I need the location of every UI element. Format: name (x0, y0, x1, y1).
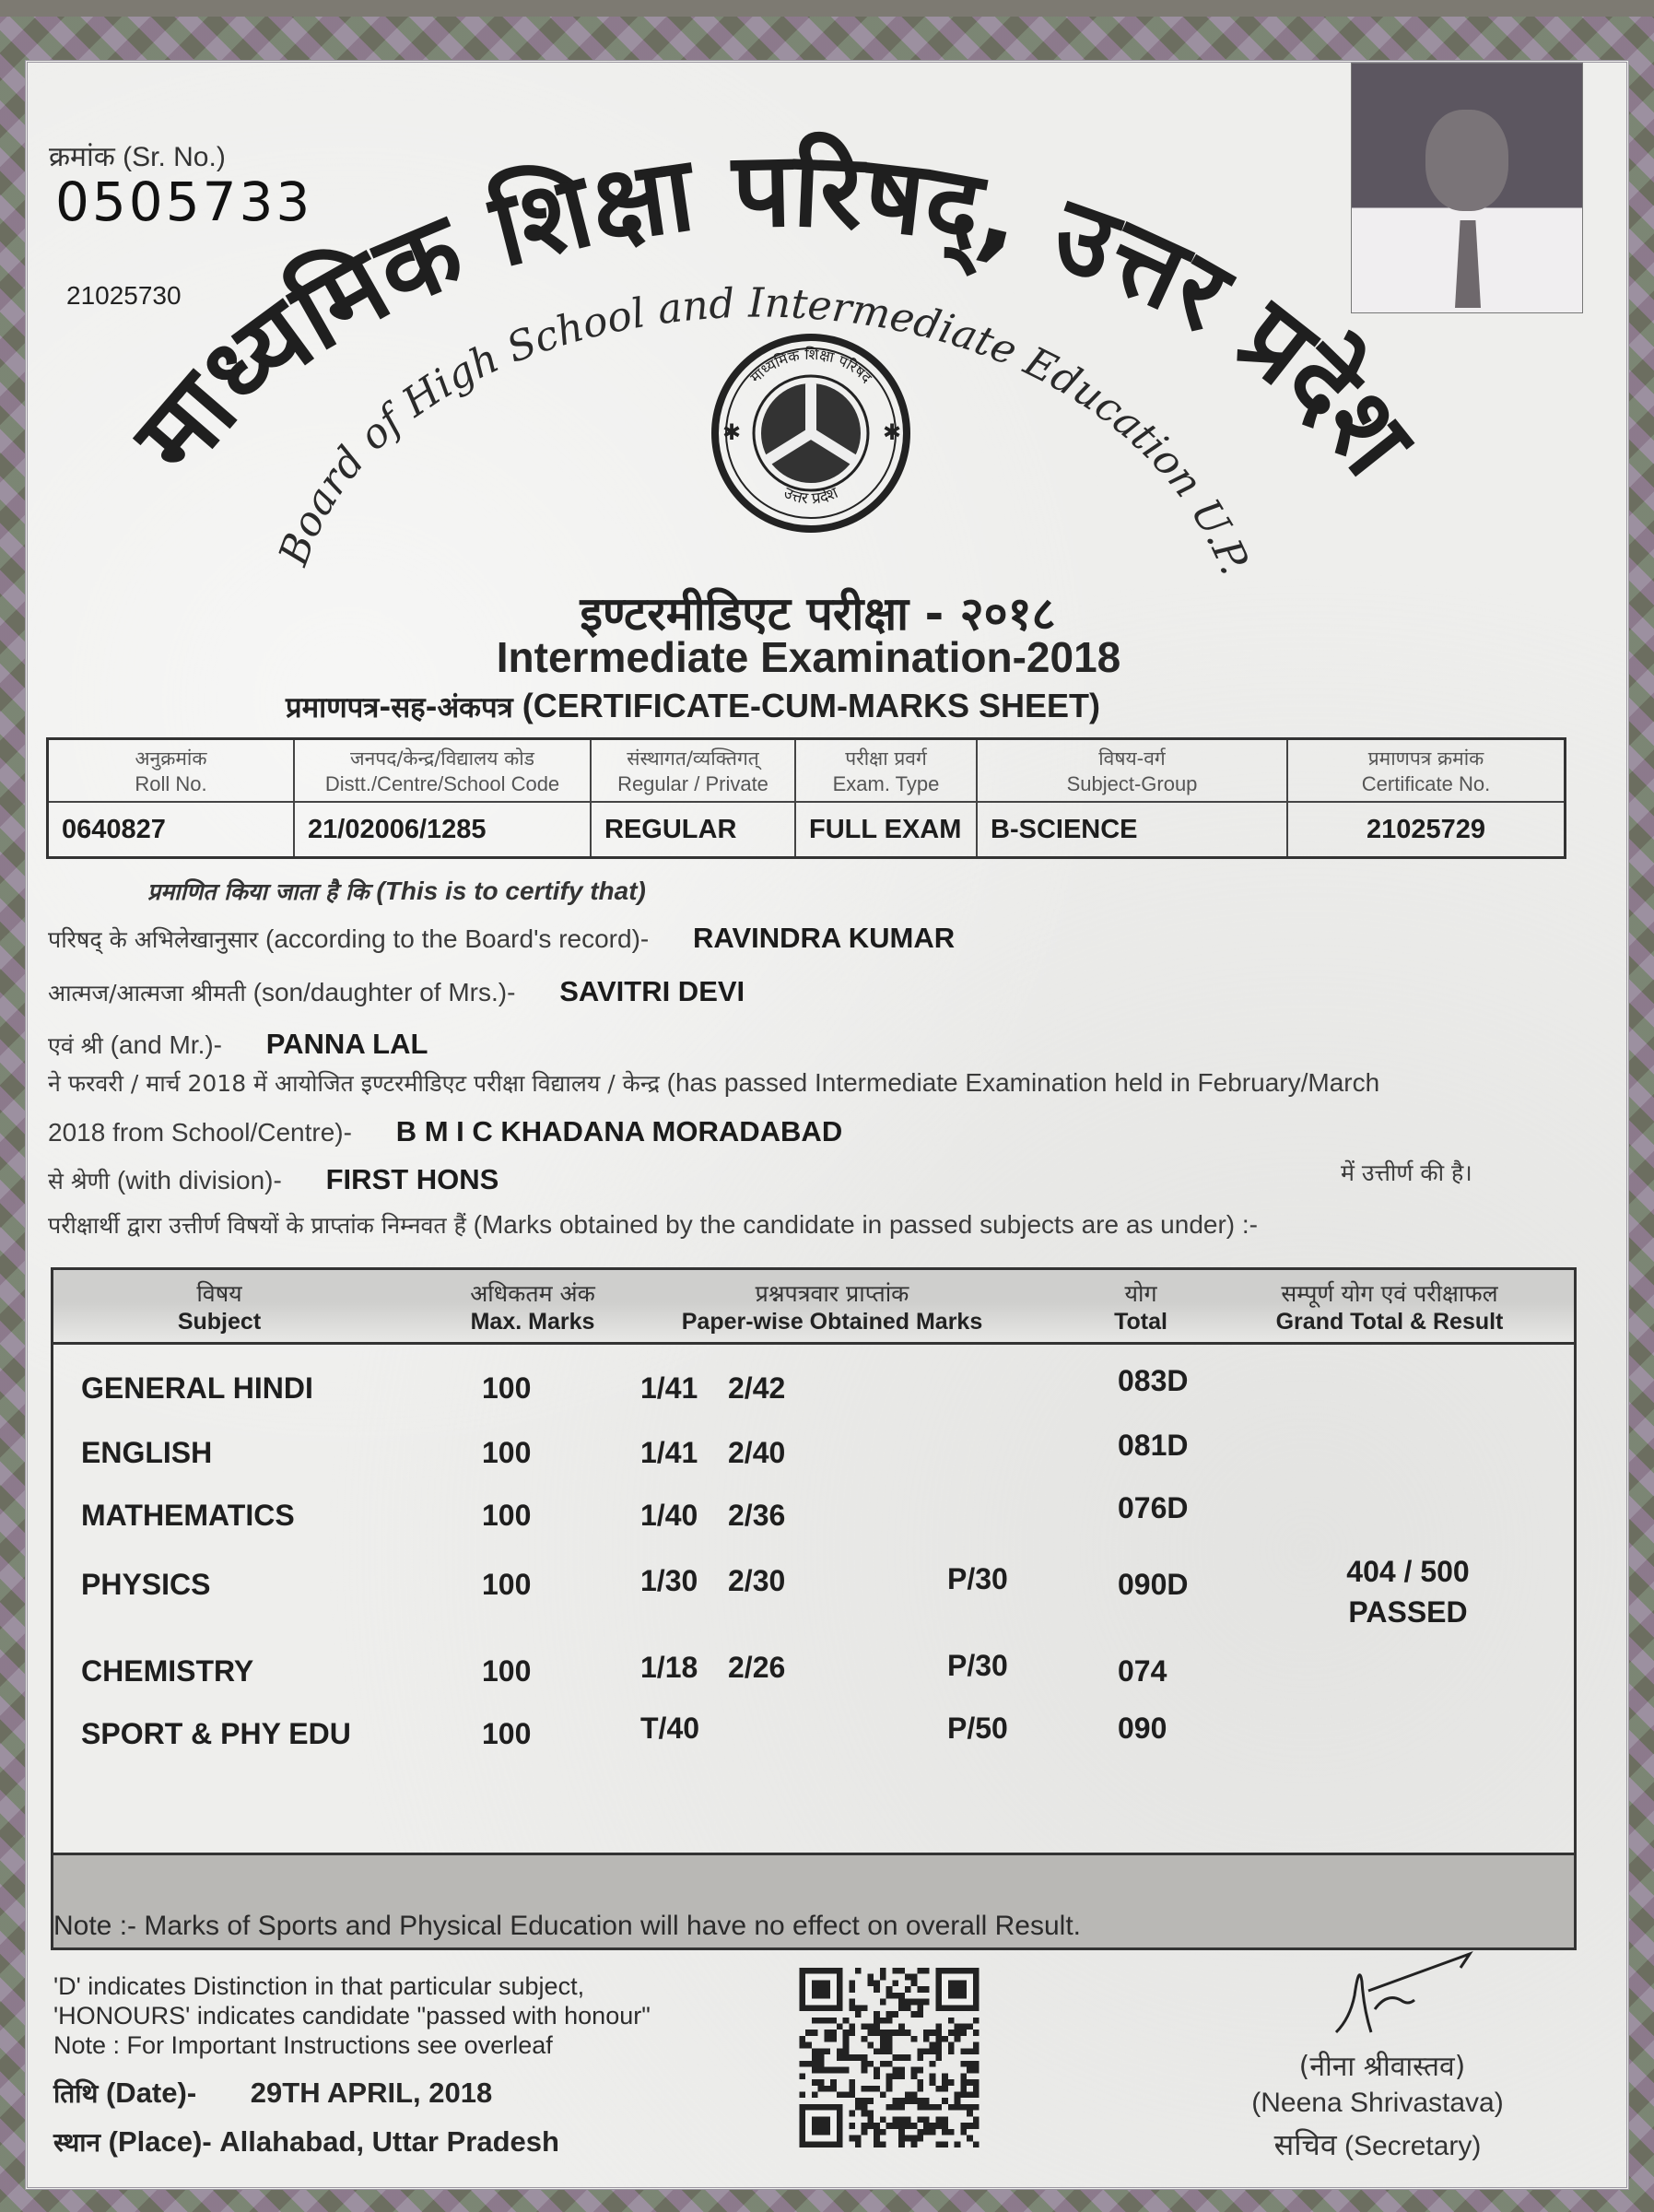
seal-bottom-text: उत्तर प्रदेश (780, 483, 841, 509)
paper-2-marks: 2/42 (728, 1371, 786, 1405)
paper-1-marks: 1/41 (640, 1436, 698, 1469)
sports-note: Note :- Marks of Sports and Physical Education will have no effect on overall Result. (53, 1911, 1081, 1941)
signature-icon (1318, 1945, 1484, 2046)
paper-1-marks: 1/41 (640, 1371, 698, 1405)
paper-2-marks: 2/40 (728, 1436, 786, 1469)
issue-place: Allahabad, Uttar Pradesh (219, 2125, 559, 2158)
paper-1-marks: T/40 (640, 1712, 700, 1745)
board-name-hindi: माध्यमिक शिक्षा परिषद्, उत्तर प्रदेश (111, 129, 1437, 498)
certify-line: प्रमाणित किया जाता है कि (This is to certify that) (147, 877, 646, 905)
candidate-name: RAVINDRA KUMAR (693, 922, 956, 954)
signatory-name-english: (Neena Shrivastava) (1251, 2088, 1504, 2118)
subject-total: 074 (1118, 1654, 1167, 1688)
marks-table (51, 1267, 1577, 1950)
practical-marks: P/50 (947, 1712, 1008, 1745)
seal-top-text: माध्यमिक शिक्षा परिषद (746, 345, 875, 387)
issue-date: 29TH APRIL, 2018 (250, 2077, 493, 2109)
marks-row (53, 1491, 1574, 1554)
subject-group: B-SCIENCE (977, 802, 1287, 858)
school-line: 2018 from School/Centre)- B M I C KHADANA MORADABAD (48, 1115, 843, 1147)
mother-name: SAVITRI DEVI (559, 975, 745, 1007)
legend-distinction: 'D' indicates Distinction in that particular subject, (53, 1972, 585, 2000)
info-header-row (48, 739, 1566, 803)
subject-total: 081D (1118, 1429, 1189, 1462)
info-header-subject-group: विषय-वर्ग Subject-Group (977, 739, 1287, 803)
marks-row (53, 1364, 1574, 1427)
legend-honours: 'HONOURS' indicates candidate "passed with honour" (53, 2002, 651, 2030)
header-total: योग Total (1114, 1280, 1167, 1335)
board-seal-icon (691, 323, 931, 544)
qr-code-icon (797, 1968, 981, 2147)
info-header-school-code: जनपद/केन्द्र/विद्यालय कोड Distt./Centre/School Code (294, 739, 591, 803)
date-line: तिथि (Date)- 29TH APRIL, 2018 (53, 2077, 493, 2109)
candidate-info-table (46, 737, 1566, 859)
paper-2-marks: 2/36 (728, 1499, 786, 1532)
max-marks: 100 (482, 1654, 532, 1688)
practical-marks: P/30 (947, 1649, 1008, 1682)
school-code: 21/02006/1285 (294, 802, 591, 858)
max-marks: 100 (482, 1436, 532, 1469)
grand-total: 404 / 500 (1346, 1555, 1470, 1588)
mother-name-line: आत्मज/आत्मजा श्रीमती (son/daughter of Mrs.)- SAVITRI DEVI (48, 975, 745, 1007)
result-status: PASSED (1348, 1595, 1468, 1629)
passed-suffix: में उत्तीर्ण की है। (1341, 1159, 1472, 1186)
school-name: B M I C KHADANA MORADABAD (395, 1115, 843, 1147)
father-name-line: एवं श्री (and Mr.)- PANNA LAL (48, 1028, 428, 1060)
max-marks: 100 (482, 1568, 532, 1601)
max-marks: 100 (482, 1717, 532, 1750)
paper-2-marks: 2/30 (728, 1564, 786, 1597)
exam-title-english: Intermediate Examination-2018 (496, 633, 1121, 681)
candidate-name-line: परिषद् के अभिलेखानुसार (according to the Board's record)- RAVINDRA KUMAR (48, 922, 956, 954)
reference-number: 21025730 (66, 281, 182, 310)
paper-1-marks: 1/18 (640, 1651, 698, 1684)
paper-2-marks: 2/26 (728, 1651, 786, 1684)
practical-marks: P/30 (947, 1562, 1008, 1595)
marks-table-header (53, 1270, 1574, 1345)
division-line: से श्रेणी (with division)- FIRST HONS (48, 1163, 499, 1195)
paper-1-marks: 1/40 (640, 1499, 698, 1532)
header-max-marks: अधिकतम अंक Max. Marks (470, 1280, 595, 1335)
grand-total-result (1307, 1551, 1509, 1632)
signatory-role: सचिव (Secretary) (1273, 2127, 1482, 2162)
subject-total: 090D (1118, 1568, 1189, 1601)
subject-name: CHEMISTRY (81, 1654, 254, 1688)
place-line: स्थान (Place)- Allahabad, Uttar Pradesh (53, 2125, 559, 2158)
info-header-regular-private: संस्थागत/व्यक्तिगत् Regular / Private (591, 739, 795, 803)
exam-type: FULL EXAM (795, 802, 977, 858)
subject-name: PHYSICS (81, 1568, 211, 1601)
serial-number: 0505733 (55, 171, 313, 233)
document-type (286, 687, 1100, 726)
info-header-certificate-no: प्रमाणपत्र क्रमांक Certificate No. (1287, 739, 1566, 803)
father-name: PANNA LAL (265, 1028, 428, 1060)
svg-text:✱: ✱ (722, 420, 742, 445)
subject-name: SPORT & PHY EDU (81, 1717, 351, 1750)
header-paperwise-marks: प्रश्नपत्रवार प्राप्तांक Paper-wise Obtained Marks (681, 1280, 983, 1335)
max-marks: 100 (482, 1499, 532, 1532)
subject-total: 083D (1118, 1364, 1189, 1397)
division: FIRST HONS (325, 1163, 499, 1195)
roll-number: 0640827 (48, 802, 295, 858)
header-subject: विषय Subject (177, 1280, 262, 1335)
subject-name: ENGLISH (81, 1436, 213, 1469)
header-grand-total: सम्पूर्ण योग एवं परीक्षाफल Grand Total & Result (1275, 1280, 1504, 1335)
subject-total: 076D (1118, 1491, 1189, 1524)
legend-instructions: Note : For Important Instructions see overleaf (53, 2031, 553, 2059)
signatory-name-hindi: (नीना श्रीवास्तव) (1298, 2051, 1466, 2083)
info-header-exam-type: परीक्षा प्रवर्ग Exam. Type (795, 739, 977, 803)
marks-row (53, 1429, 1574, 1491)
svg-text:✱: ✱ (883, 420, 902, 445)
marks-intro-line: परीक्षार्थी द्वारा उत्तीर्ण विषयों के प्राप्तांक निम्नवत हैं (Marks obtained by the candidate in passed subjects are as under) :- (48, 1210, 1259, 1239)
board-name-english: Board of High School and Intermediate Education U.P. (270, 279, 1259, 582)
serial-label: क्रमांक (Sr. No.) (49, 142, 226, 172)
certificate-number: 21025729 (1287, 802, 1566, 858)
info-value-row (48, 802, 1566, 858)
exam-passed-line: ने फरवरी / मार्च 2018 में आयोजित इण्टरमीडिएट परीक्षा विद्यालय / केन्द्र (has passed Intermediate Examination held in February/March (48, 1068, 1380, 1097)
exam-title-hindi: इण्टरमीडिएट परीक्षा - २०१८ (580, 587, 1056, 641)
marks-row (53, 1712, 1574, 1772)
document-type-english: (CERTIFICATE-CUM-MARKS SHEET) (522, 687, 1100, 724)
info-header-roll: अनुक्रमांक Roll No. (48, 739, 295, 803)
subject-name: GENERAL HINDI (81, 1371, 313, 1405)
subject-name: MATHEMATICS (81, 1499, 295, 1532)
subject-total: 090 (1118, 1712, 1167, 1745)
max-marks: 100 (482, 1371, 532, 1405)
regular-private: REGULAR (591, 802, 795, 858)
marks-row (53, 1649, 1574, 1710)
document-type-hindi: प्रमाणपत्र-सह-अंकपत्र (286, 691, 513, 724)
note-band (53, 1853, 1574, 1947)
paper-1-marks: 1/30 (640, 1564, 698, 1597)
